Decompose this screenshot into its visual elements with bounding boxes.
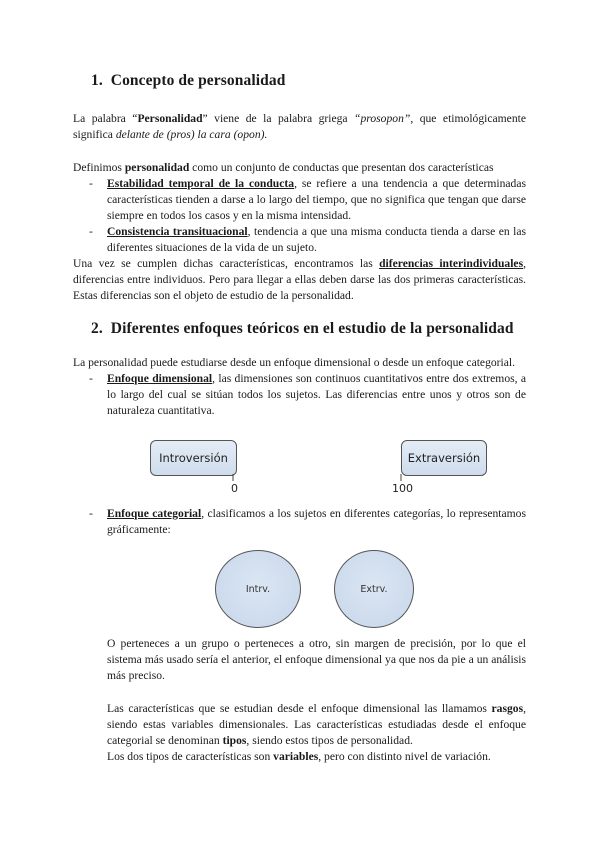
etymology: delante de (pros) la cara (opon). bbox=[115, 128, 268, 141]
section-1-intro: La palabra “Personalidad” viene de la palabra griega “prosopon”, que etimológicamente significa delante de (pros) la cara (opon). bbox=[73, 112, 526, 141]
section-1-title: Concepto de personalidad bbox=[110, 72, 286, 89]
definition-paragraph: Definimos personalidad como un conjunto de conductas que presentan dos características bbox=[73, 161, 494, 174]
precision-paragraph: O perteneces a un grupo o perteneces a otro, sin margen de precisión, por lo que el sistema más usado sería el anterior, el enfoque dimensional ya que nos da pie a un análisis más preciso. bbox=[107, 637, 526, 682]
term-estabilidad: Estabilidad temporal de la conducta bbox=[107, 177, 295, 190]
section-2-intro: La personalidad puede estudiarse desde un enfoque dimensional o desde un enfoque categorial. bbox=[73, 356, 516, 369]
section-2-title: Diferentes enfoques teóricos en el estudio de la personalidad bbox=[110, 320, 514, 337]
list-item: - Enfoque dimensional, las dimensiones son continuos cuantitativos entre dos extremos, a lo largo del cual se sitúan todos los sujetos. Las diferencias entre unos y otros son de naturaleza cuantitativa. bbox=[89, 372, 526, 417]
section-2-number: 2. bbox=[91, 320, 103, 337]
list-item: - Consistencia transituacional, tendencia a que una misma conducta tienda a darse en las diferentes situaciones de la vida de un sujeto. bbox=[89, 225, 526, 254]
introversion-box: Introversión bbox=[150, 440, 237, 476]
term-enfoque-dimensional: Enfoque dimensional bbox=[107, 372, 213, 385]
extraversion-circle: Extrv. bbox=[334, 550, 414, 628]
list-item: - Enfoque categorial, clasificamos a los sujetos en diferentes categorías, lo representamos gráficamente: bbox=[89, 507, 526, 536]
extraversion-box: Extraversión bbox=[401, 440, 487, 476]
term-prosopon: “prosopon” bbox=[354, 112, 411, 125]
list-item: - Estabilidad temporal de la conducta, se refiere a una tendencia a que determinadas características tienden a darse a lo largo del tiempo, que no significa que tengan que darse siempre en todos los casos y en la misma intensidad. bbox=[89, 177, 526, 222]
term-rasgos: rasgos bbox=[491, 702, 524, 715]
term-consistencia: Consistencia transituacional bbox=[107, 225, 248, 238]
term-tipos: tipos bbox=[222, 734, 247, 747]
term-enfoque-categorial: Enfoque categorial bbox=[107, 507, 202, 520]
term-personalidad: Personalidad bbox=[137, 112, 203, 125]
axis-max-label: 100 bbox=[392, 482, 413, 495]
term-variables: variables bbox=[273, 750, 319, 763]
variables-paragraph: Los dos tipos de características son variables, pero con distinto nivel de variación. bbox=[107, 750, 491, 763]
term-diferencias: diferencias interindividuales bbox=[379, 257, 524, 270]
axis-min-label: 0 bbox=[231, 482, 238, 495]
section-1-number: 1. bbox=[91, 72, 103, 89]
introversion-circle: Intrv. bbox=[215, 550, 301, 628]
rasgos-paragraph: Las características que se estudian desde el enfoque dimensional las llamamos rasgos, siendo estas variables dimensionales. Las características estudiadas desde el enfoque categorial se denominan tipos, siendo estos tipos de personalidad. Los dos tipos de características son variables, pero con distinto nivel de variación. bbox=[107, 702, 526, 763]
closing-paragraph: Una vez se cumplen dichas características, encontramos las diferencias interindividuales, diferencias entre individuos. Pero para llegar a ellas deben darse las dos primeras características. Estas diferencias son el objeto de estudio de la personalidad. bbox=[73, 257, 526, 302]
